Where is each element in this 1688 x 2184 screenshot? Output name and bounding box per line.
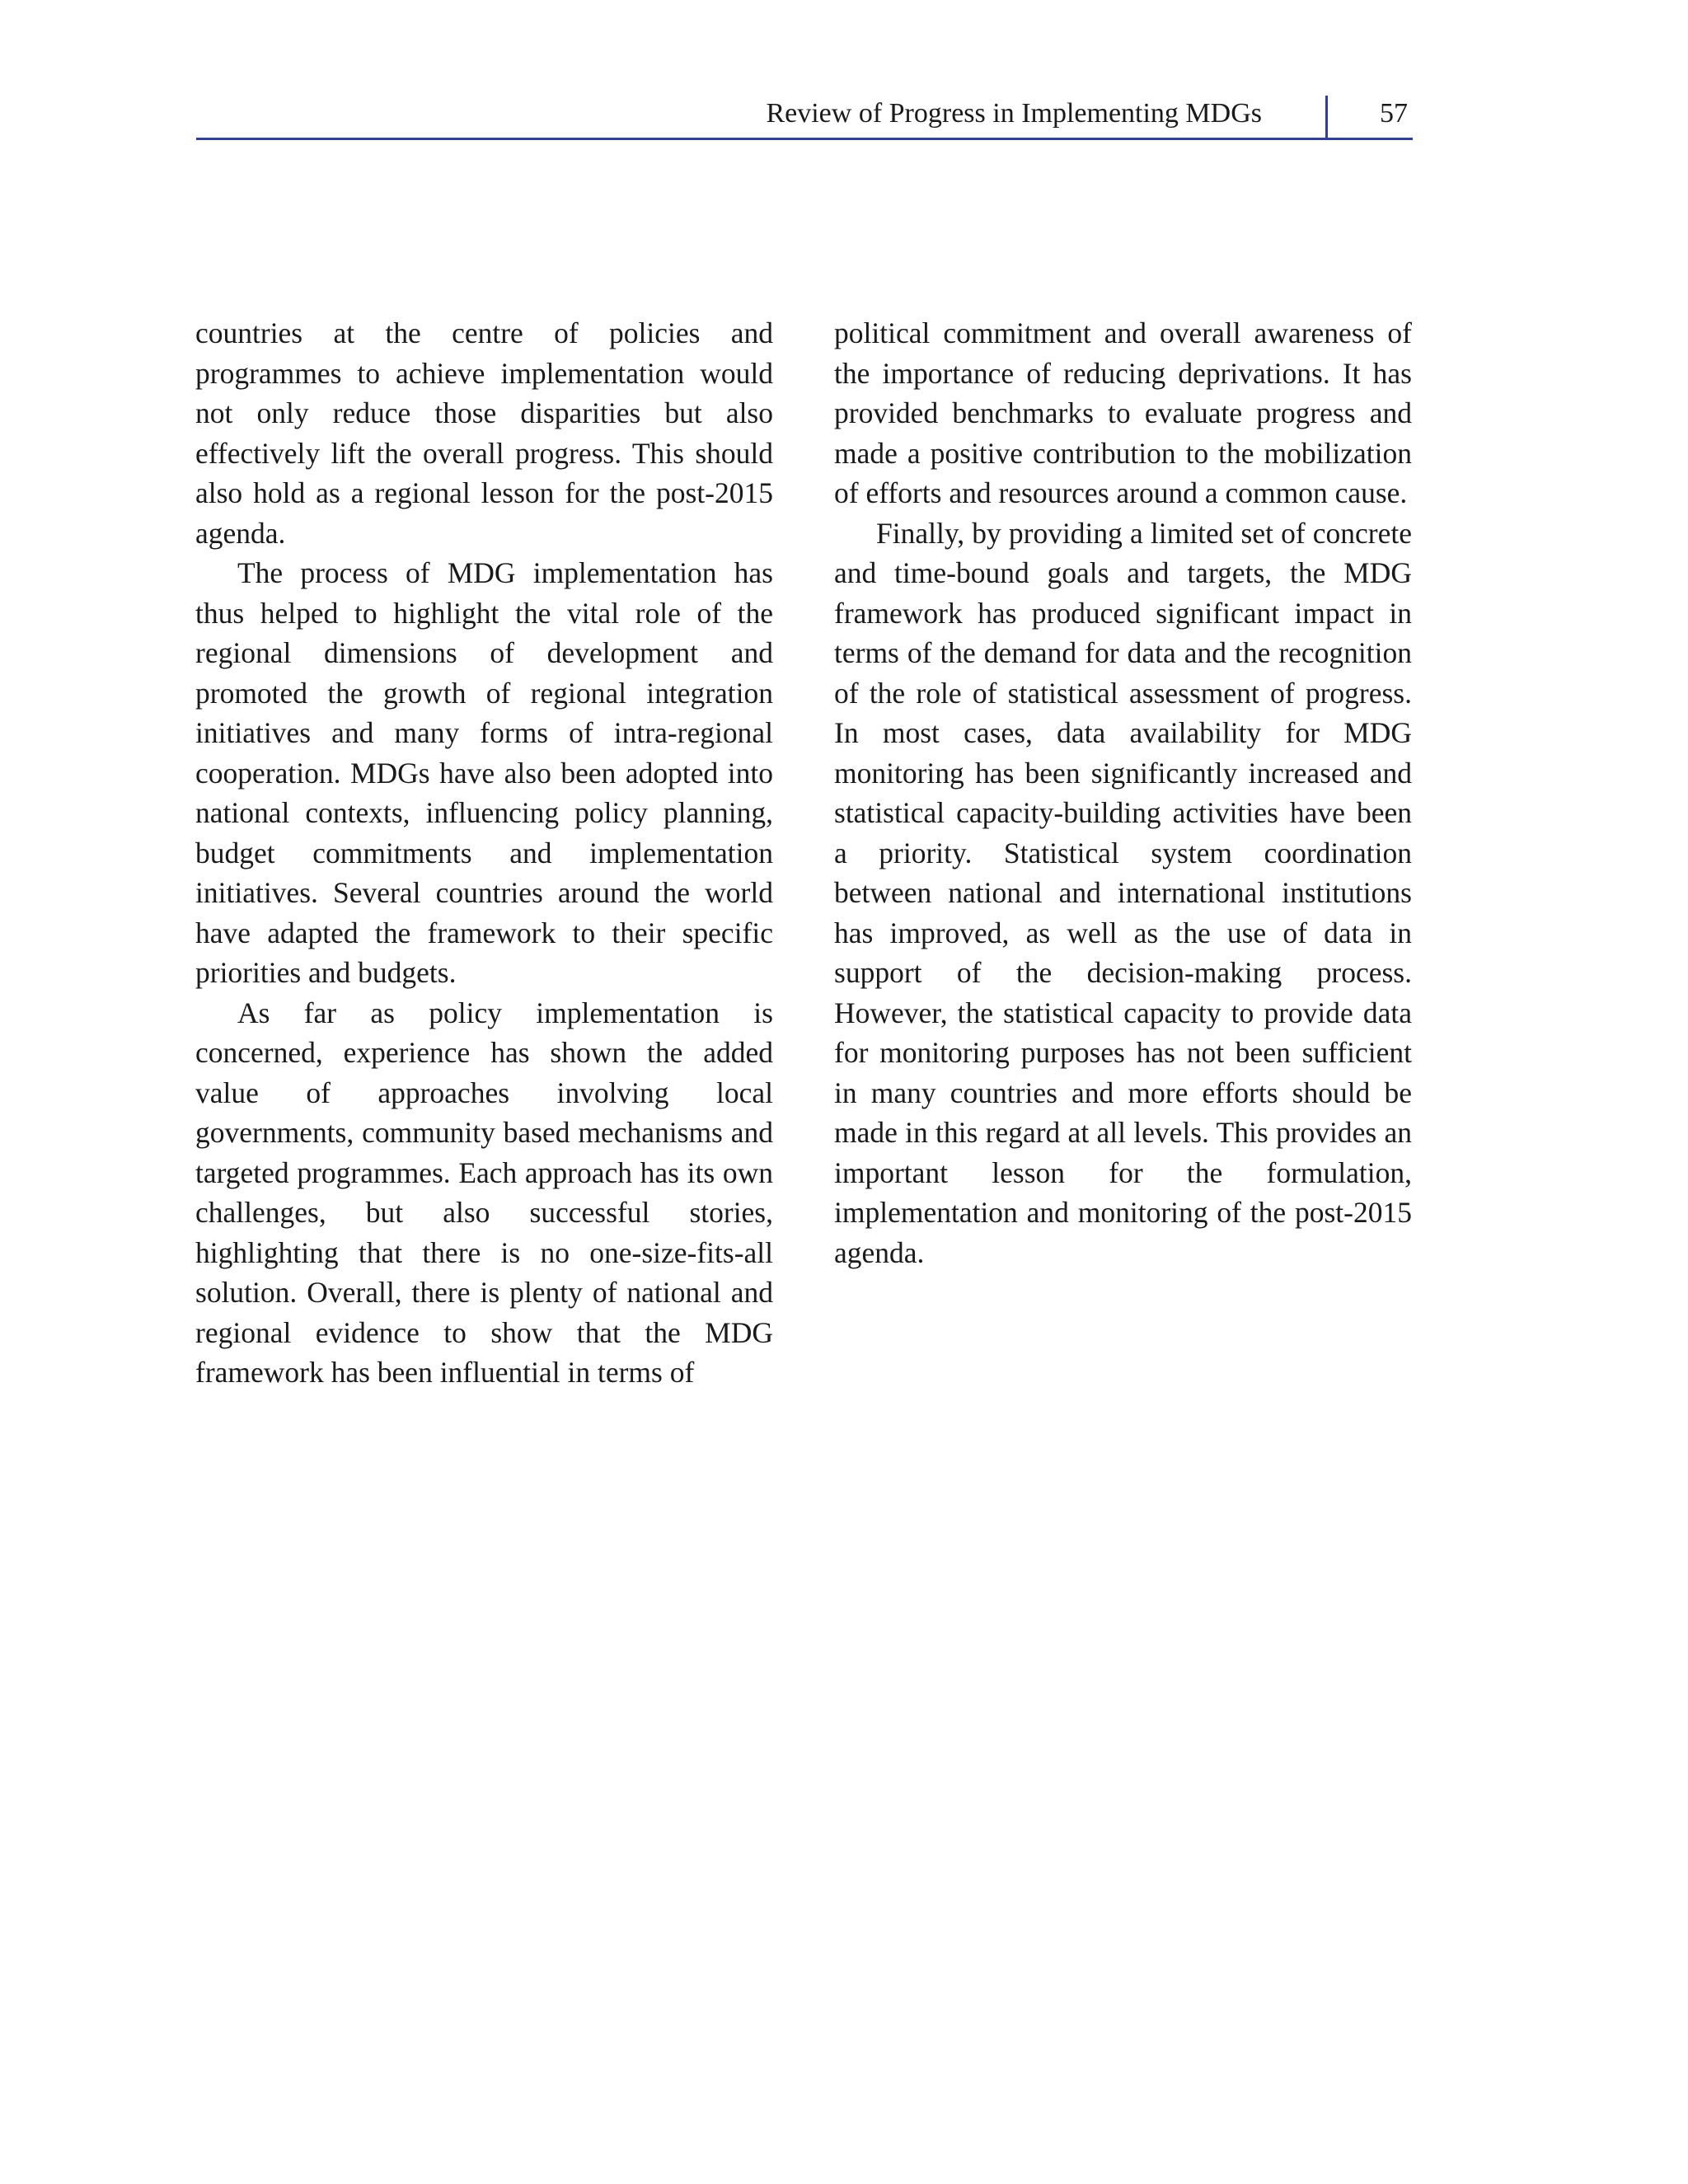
paragraph-political-commitment: political commitment and overall awareness of the importance of reducing deprivations. It has provided benchmarks to evaluate progress and made a positive contribution to the mobilization of efforts and resources around a common cause. (834, 316, 1412, 509)
right-column (834, 313, 1412, 1272)
header-rule (196, 138, 1413, 140)
paragraph-statistical-capacity: Finally, by providing a limited set of concrete and time-bound goals and targets, the MDG framework has produced significant impact in terms of the demand for data and the recognition of the role of statistical assessment of progress. In most cases, data availability for MDG monitoring has been significantly increased and statistical capacity-building activities have been a priority. Statistical system coordination between national and international institutions has improved, as well as the use of data in support of the decision-making process. However, the statistical capacity to provide data for monitoring purposes has not been sufficient in many countries and more efforts should be made in this regard at all levels. This provides an important lesson for the formulation, implementation and monitoring of the post-2015 agenda. (834, 516, 1412, 1269)
running-header (196, 89, 1413, 140)
page-number: 57 (1380, 98, 1408, 129)
paragraph-continued: countries at the centre of policies and programmes to achieve implementation would not only reduce those disparities but also effectively lift the overall progress. This should also hold as a regional lesson for the post-2015 agenda. (195, 316, 773, 550)
left-column (195, 313, 773, 1393)
paragraph-regional-dimensions: The process of MDG implementation has thus helped to highlight the vital role of the regional dimensions of development and promoted the growth of regional integration initiatives and many forms of intra-regional cooperation. MDGs have also been adopted into national contexts, influencing policy planning, budget commitments and implementation initiatives. Several countries around the world have adapted the framework to their specific priorities and budgets. (195, 556, 773, 989)
running-title: Review of Progress in Implementing MDGs (766, 98, 1262, 129)
header-divider (1325, 96, 1328, 138)
paragraph-policy-implementation: As far as policy implementation is concerned, experience has shown the added value of approaches involving local governments, community based mechanisms and targeted programmes. Each approach has its own challenges, but also successful stories, highlighting that there is no one-size-fits-all solution. Overall, there is plenty of national and regional evidence to show that the MDG framework has been influential in terms of (195, 996, 773, 1389)
